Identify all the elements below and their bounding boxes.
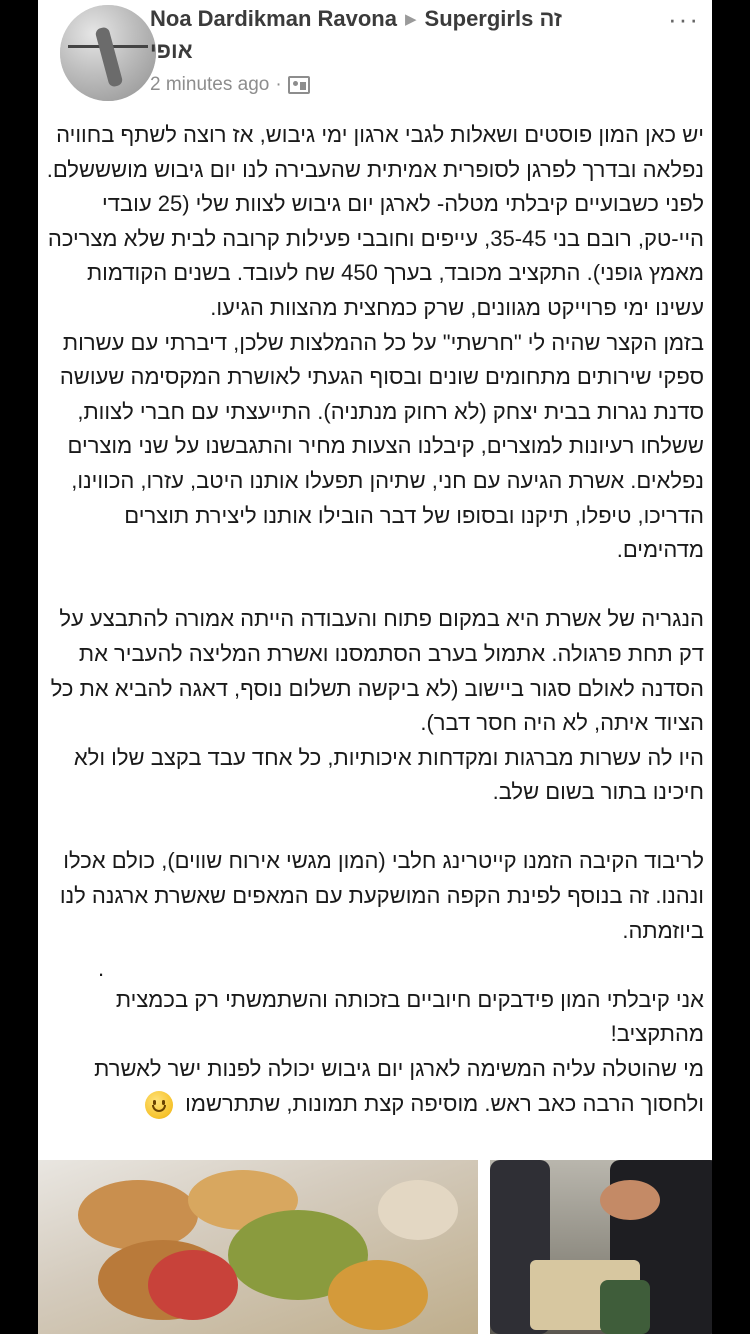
post-header (150, 6, 670, 32)
smiley-emoji-icon (145, 1091, 173, 1119)
post-paragraph-text: אני קיבלתי המון פידבקים חיוביים בזכותה והשתמשתי רק בכמצית מהתקציב! מי שהוטלה עליה המשימה לארגן יום גיבוש יכולה לפנות ישר לאשרת ולחסוך הרבה כאב ראש. מוסיפה קצת תמונות, שתתרשמו (94, 986, 704, 1116)
post-paragraph (46, 983, 704, 1121)
post-paragraph: יש כאן המון פוסטים ושאלות לגבי ארגון ימי גיבוש, אז רוצה לשתף בחוויה נפלאה ובדרך לפרגן לסופרית אמיתית שהעבירה לנו יום גיבוש מושששלם. לפני כשבועיים קיבלתי מטלה- לארגן יום גיבוש לצוות שלי (25 עובדי היי-טק, רובם בני 35-45, עייפים וחובבי פעילות קרובה לבית שלא מצריכה מאמץ גופני). התקציב מכובד, בערך 450 שח לעובד. בשנים הקודמות עשינו ימי פרוייקט מגוונים, שרק כמחצית מהצוות הגיעו. בזמן הקצר שהיה לי "חרשתי" על כל ההמלצות שלכן, דיברתי עם עשרות ספקי שירותים מתחומים שונים ובסוף הגעתי לאושרת המקסימה שעושה סדנת נגרות בבית יצחק (לא רחוק מנתניה). התייעצתי עם חברי לצוות, ששלחו רעיונות למוצרים, קיבלנו הצעות מחיר והתגבשנו על שני מוצרים נפלאים. אשרת הגיעה עם חני, שתיהן תפעלו אותנו היטב, עזרו, הכווינו, הדריכו, טיפלו, תיקנו ובסופו של דבר הובילו אותנו ליצירת תוצרים מדהימים. (46, 122, 704, 563)
author-avatar[interactable] (60, 5, 156, 101)
post-timestamp[interactable]: 2 minutes ago (150, 74, 270, 95)
post-text (46, 118, 704, 1121)
post-meta (150, 74, 310, 96)
post-paragraph: הנגריה של אשרת היא במקום פתוח והעבודה הייתה אמורה להתבצע על דק תחת פרגולה. אתמול בערב הסתמסנו ואשרת המליצה להעביר את הסדנה לאולם סגור ביישוב (לא ביקשה תשלום נוסף, דאגה להביא את כל הציוד איתה, לא היה חסר דבר). היו לה עשרות מברגות ומקדחות איכותיות, כל אחד עבד בקצב שלו ולא חיכינו בתור בשום שלב. (50, 606, 704, 805)
author-name[interactable]: Noa Dardikman Ravona (150, 6, 397, 31)
more-options-button[interactable]: ··· (668, 4, 700, 34)
stray-mark: . (98, 956, 105, 981)
post-photos (38, 1160, 712, 1334)
post-card (38, 0, 712, 1334)
workshop-photo[interactable] (490, 1160, 712, 1334)
meta-separator: · (275, 74, 282, 95)
group-privacy-icon (288, 76, 310, 94)
group-name-continued[interactable]: אופי (150, 38, 193, 63)
group-name[interactable]: Supergirls זה (424, 6, 562, 31)
post-paragraph: לריבוד הקיבה הזמנו קייטרינג חלבי (המון מגשי אירוח שווים), כולם אכלו ונהנו. זה בנוסף לפינת הקפה המושקעת עם המאפים שאשרת ארגנה לנו ביוזמתה. (53, 848, 704, 943)
catering-photo[interactable] (38, 1160, 478, 1334)
triangle-right-icon: ▶ (404, 11, 417, 28)
